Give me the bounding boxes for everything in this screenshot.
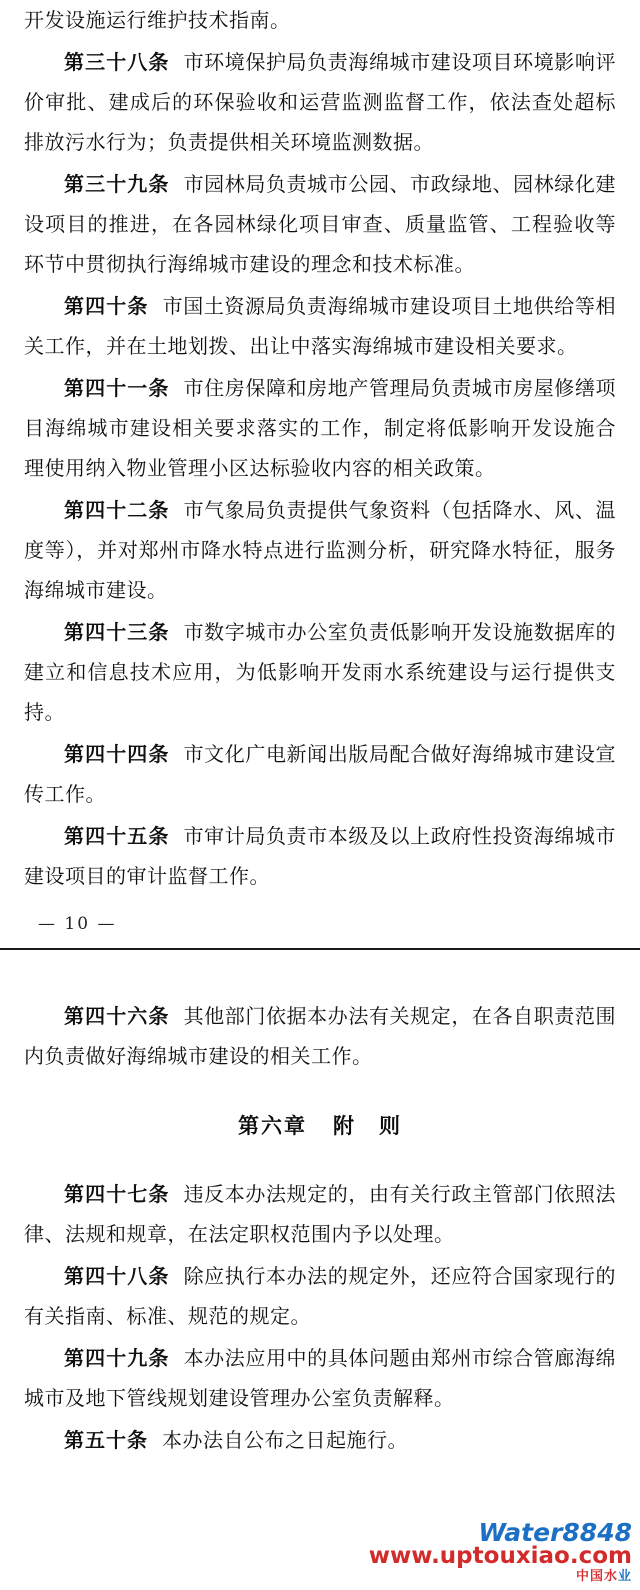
article-text: 违反本办法规定的，由有关行政主管部门依照法律、法规和规章，在法定职权范围内予以处理。 <box>24 1182 617 1246</box>
chapter-name: 附 则 <box>333 1113 402 1138</box>
article-number: 第四十一条 <box>64 376 170 400</box>
article-paragraph <box>24 1256 616 1336</box>
watermark-subtitle-rest: 业 <box>617 1568 632 1584</box>
article-number: 第四十五条 <box>64 824 170 848</box>
article-paragraph <box>24 996 616 1076</box>
article-number: 第四十六条 <box>64 1004 170 1028</box>
article-text: 市国土资源局负责海绵城市建设项目土地供给等相关工作，并在土地划拨、出让中落实海绵城市建设相关要求。 <box>24 294 617 358</box>
article-number: 第四十二条 <box>64 498 170 522</box>
article-text: 市数字城市办公室负责低影响开发设施数据库的建立和信息技术应用，为低影响开发雨水系统建设与运行提供支持。 <box>24 620 617 724</box>
article-number: 第四十条 <box>64 294 149 318</box>
article-number: 第三十九条 <box>64 172 170 196</box>
article-paragraph <box>24 164 616 284</box>
article-number: 第四十八条 <box>64 1264 170 1288</box>
article-paragraph <box>24 42 616 162</box>
article-number: 第四十九条 <box>64 1346 170 1370</box>
article-text: 本办法应用中的具体问题由郑州市综合管廊海绵城市及地下管线规划建设管理办公室负责解释。 <box>24 1346 617 1410</box>
document-page-2 <box>0 950 640 1462</box>
chapter-heading <box>24 1110 616 1140</box>
chapter-number: 第六章 <box>238 1113 307 1138</box>
watermark-brand <box>369 1519 632 1547</box>
article-number: 第四十三条 <box>64 620 170 644</box>
page-2-top-margin <box>0 950 640 996</box>
article-number: 第三十八条 <box>64 50 170 74</box>
article-text: 市园林局负责城市公园、市政绿地、园林绿化建设项目的推进，在各园林绿化项目审查、质量监管、工程验收等环节中贯彻执行海绵城市建设的理念和技术标准。 <box>24 172 617 276</box>
article-paragraph <box>24 1174 616 1254</box>
article-text: 市气象局负责提供气象资料（包括降水、风、温度等），并对郑州市降水特点进行监测分析，研究降水特征，服务海绵城市建设。 <box>24 498 617 602</box>
article-paragraph <box>24 1420 616 1460</box>
article-number: 第四十四条 <box>64 742 170 766</box>
article-text: 市审计局负责市本级及以上政府性投资海绵城市建设项目的审计监督工作。 <box>24 824 617 888</box>
article-number: 第四十七条 <box>64 1182 170 1206</box>
watermark-brand-number: 8848 <box>562 1517 632 1547</box>
article-text: 本办法自公布之日起施行。 <box>162 1428 408 1452</box>
article-text: 市环境保护局负责海绵城市建设项目环境影响评价审批、建成后的环保验收和运营监测监督工作，依法查处超标排放污水行为；负责提供相关环境监测数据。 <box>24 50 617 154</box>
article-text: 市文化广电新闻出版局配合做好海绵城市建设宣传工作。 <box>24 742 617 806</box>
article-paragraph <box>24 368 616 488</box>
watermark <box>369 1519 632 1584</box>
watermark-brand-word: Water <box>478 1517 563 1547</box>
article-text: 除应执行本办法的规定外，还应符合国家现行的有关指南、标准、规范的规定。 <box>24 1264 617 1328</box>
article-paragraph <box>24 734 616 814</box>
watermark-url: www.uptouxiao.com <box>368 1543 632 1570</box>
page-2-body <box>0 996 640 1462</box>
article-paragraph <box>24 490 616 610</box>
page-number: — 10 — <box>38 914 117 934</box>
watermark-subtitle-cn: 中国水 <box>575 1568 618 1584</box>
article-text: 其他部门依据本办法有关规定，在各自职责范围内负责做好海绵城市建设的相关工作。 <box>24 1004 617 1068</box>
article-paragraph <box>24 286 616 366</box>
continuation-paragraph: 开发设施运行维护技术指南。 <box>24 8 291 32</box>
article-text: 市住房保障和房地产管理局负责城市房屋修缮项目海绵城市建设相关要求落实的工作，制定将低影响开发设施合理使用纳入物业管理小区达标验收内容的相关政策。 <box>24 376 617 480</box>
article-paragraph <box>24 1338 616 1418</box>
article-number: 第五十条 <box>64 1428 148 1452</box>
watermark-subtitle <box>369 1570 632 1584</box>
article-paragraph <box>24 612 616 732</box>
article-paragraph <box>24 816 616 896</box>
